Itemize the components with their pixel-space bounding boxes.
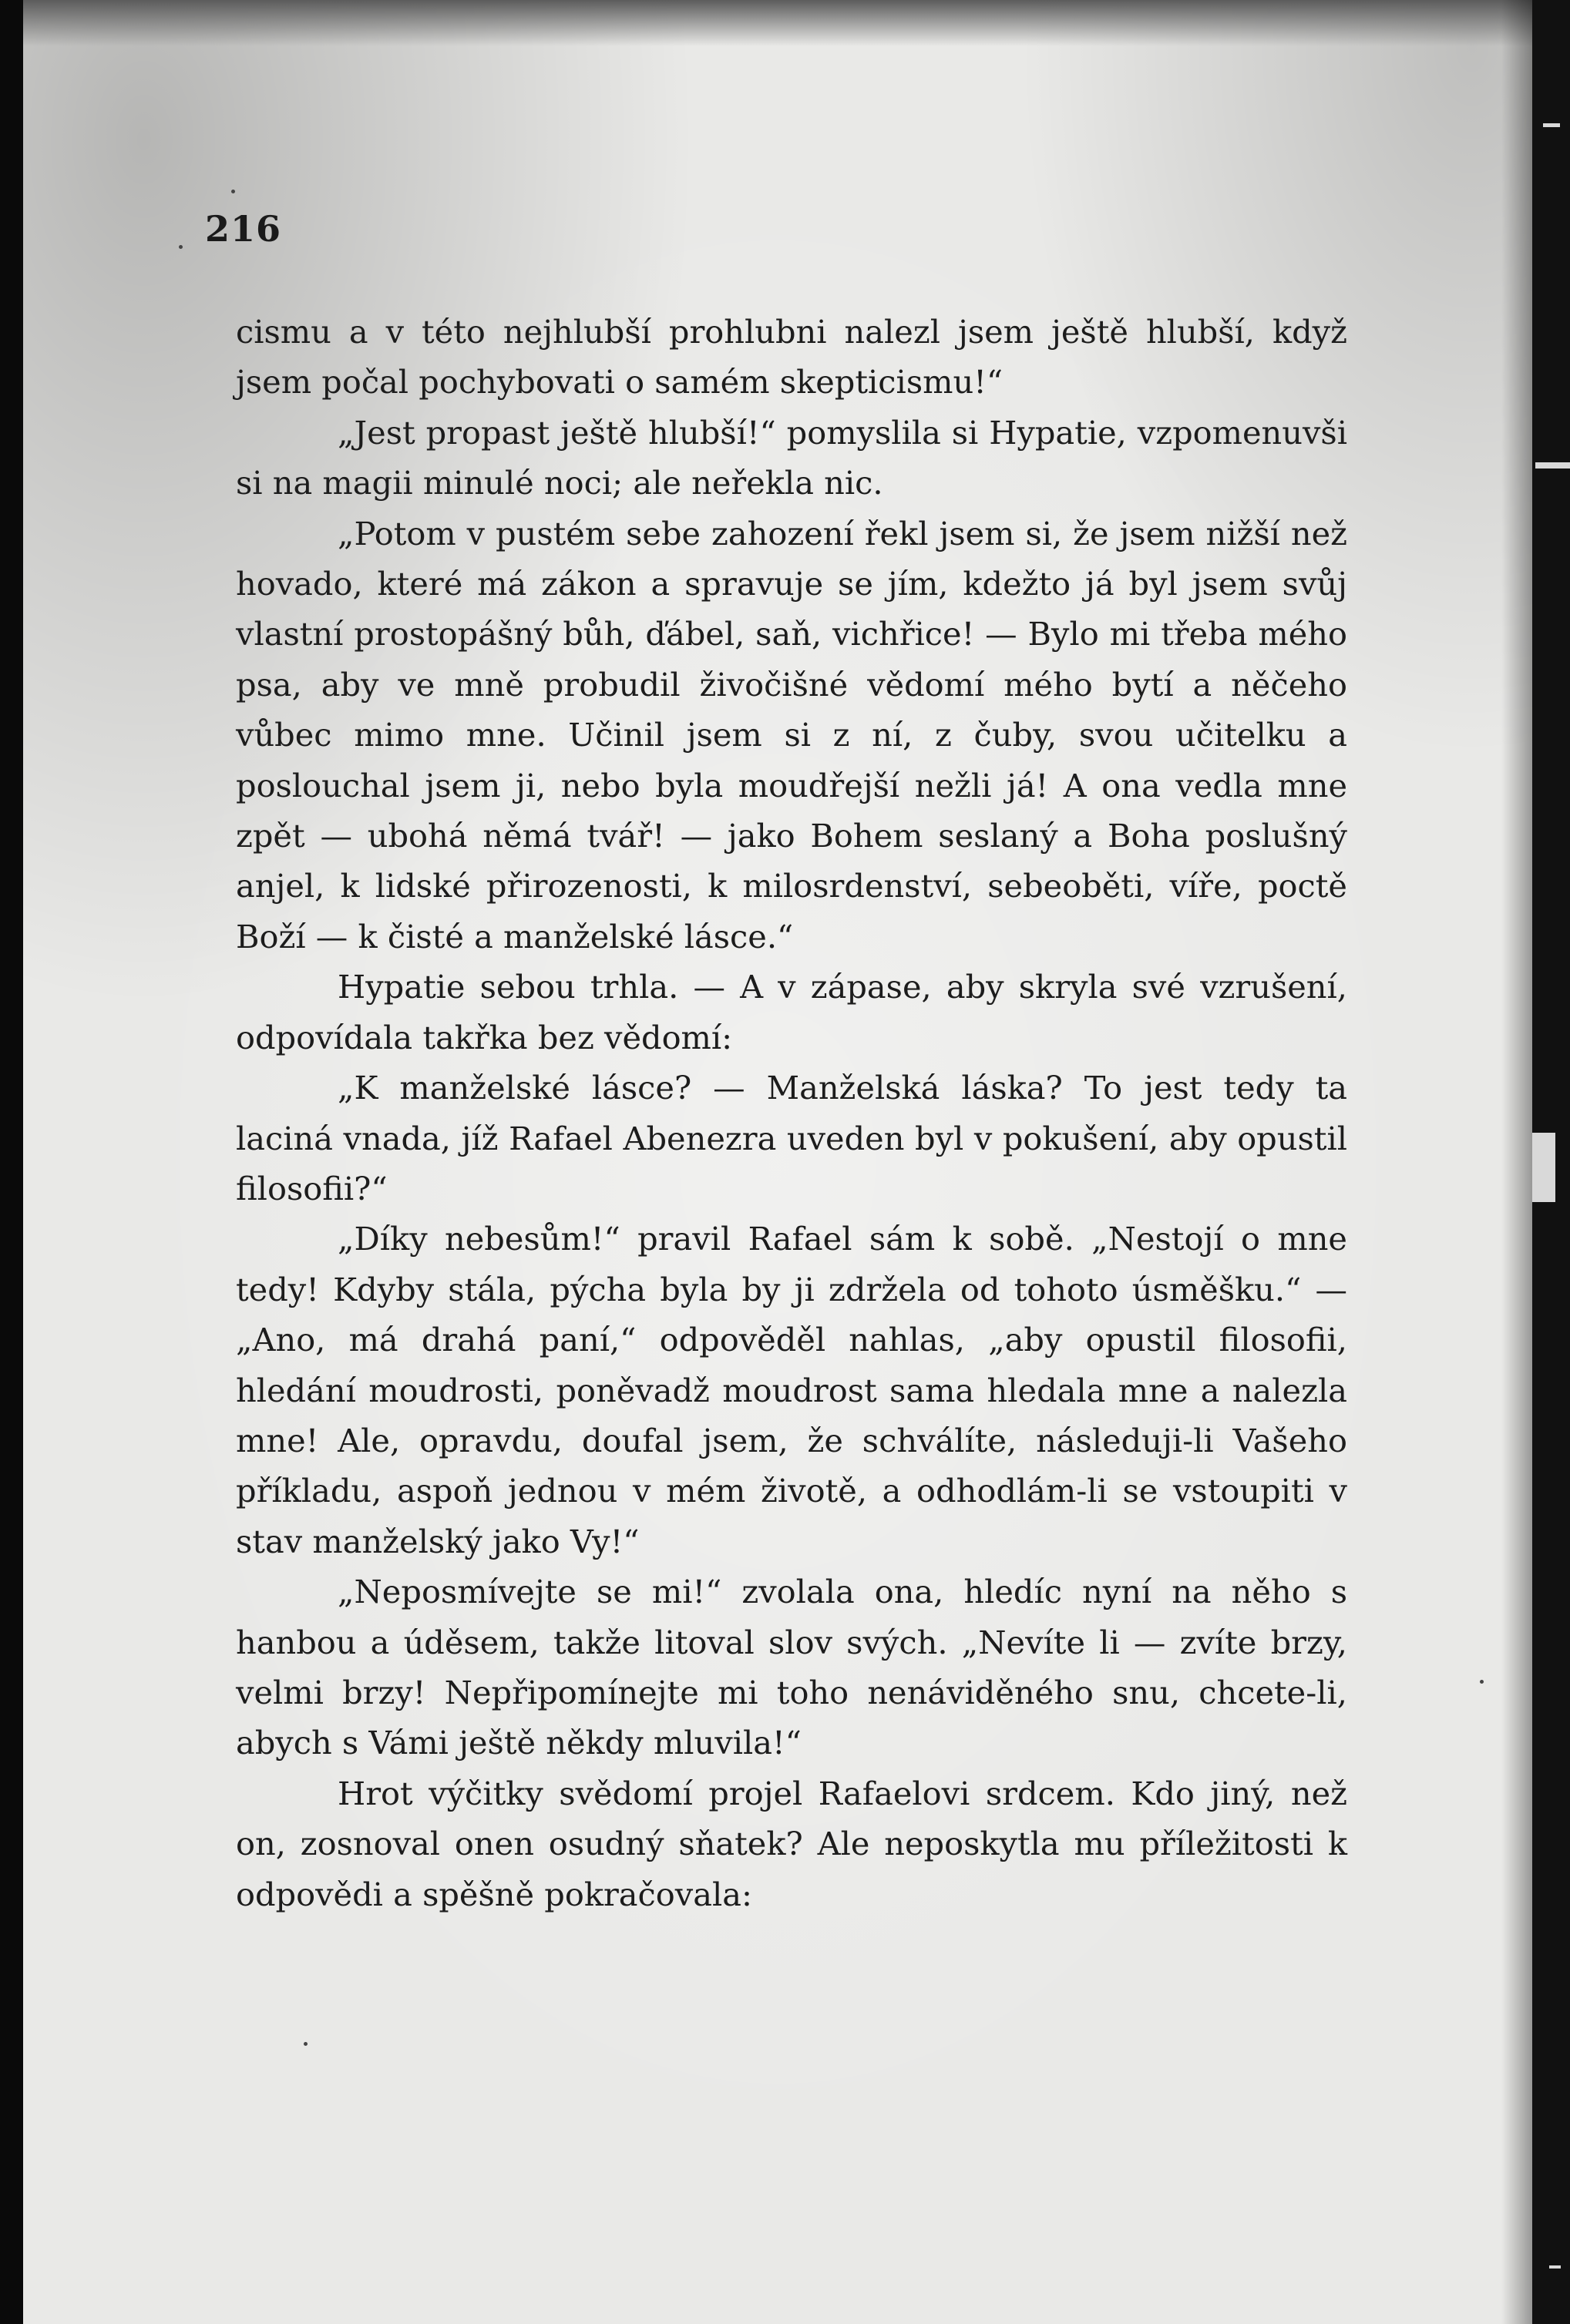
scan-speck <box>304 2042 308 2046</box>
edge-mark <box>1549 2265 1561 2269</box>
scan-speck <box>231 190 235 193</box>
paragraph: „K manželské lásce? — Manželská láska? To jest tedy ta laciná vnada, jíž Rafael Abenezra uveden byl v pokušení, aby opustil filosofii?“ <box>236 1069 1347 1207</box>
body-text <box>236 307 1347 1919</box>
page-gutter-shadow <box>1501 0 1532 2324</box>
page-number: 216 <box>205 208 282 250</box>
edge-mark <box>1532 1133 1555 1202</box>
paragraph: Hrot výčitky svědomí projel Rafaelovi srdcem. Kdo jiný, než on, zosnoval onen osudný sňatek? Ale neposkytla mu příležitosti k odpovědi a spěšně pokračovala: <box>236 1774 1347 1913</box>
paragraph: „Potom v pustém sebe zahození řekl jsem si, že jsem nižší než hovado, které má zákon a spravuje se jím, kdežto já byl jsem svůj vlastní prostopášný bůh, ďábel, saň, vichřice! — Bylo mi třeba mého psa, aby ve mně probudil živočišné vědomí mého bytí a něčeho vůbec mimo mne. Učinil jsem si z ní, z čuby, svou učitelku a poslouchal jsem ji, nebo byla moudřejší nežli já! A ona vedla mne zpět — ubohá němá tvář! — jako Bohem seslaný a Boha poslušný anjel, k lidské přirozenosti, k milosrdenství, sebeoběti, víře, poctě Boží — k čisté a manželské lásce.“ <box>236 514 1347 955</box>
paragraph: „Jest propast ještě hlubší!“ pomyslila si Hypatie, vzpomenuvši si na magii minulé noci; ale neřekla nic. <box>236 413 1347 502</box>
paragraph: „Díky nebesům!“ pravil Rafael sám k sobě. „Nestojí o mne tedy! Kdyby stála, pýcha byla by ji zdržela od tohoto úsměšku.“ — „Ano, má drahá paní,“ odpověděl nahlas, „aby opustil filosofii, hledání moudrosti, poněvadž moudrost sama hledala mne a nalezla mne! Ale, opravdu, doufal jsem, že schválíte, následuji-li Vašeho příkladu, aspoň jednou v mém životě, a odhodlám-li se vstoupiti v stav manželský jako Vy!“ <box>236 1220 1347 1560</box>
edge-mark <box>1543 123 1560 127</box>
scan-speck <box>1480 1680 1484 1684</box>
edge-mark <box>1535 462 1570 468</box>
scan-speck <box>179 245 183 249</box>
paragraph: cismu a v této nejhlubší prohlubni nalezl jsem ještě hlubší, když jsem počal pochybovati o samém skepticismu!“ <box>236 313 1347 401</box>
adjacent-page-edge <box>1532 0 1570 2324</box>
paragraph: „Neposmívejte se mi!“ zvolala ona, hledíc nyní na něho s hanbou a úděsem, takže litoval slov svých. „Nevíte li — zvíte brzy, velmi brzy! Nepřipomínejte mi toho nenáviděného snu, chcete-li, abych s Vámi ještě někdy mluvila!“ <box>236 1573 1347 1762</box>
paragraph: Hypatie sebou trhla. — A v zápase, aby skryla své vzrušení, odpovídala takřka bez vědomí: <box>236 968 1347 1056</box>
